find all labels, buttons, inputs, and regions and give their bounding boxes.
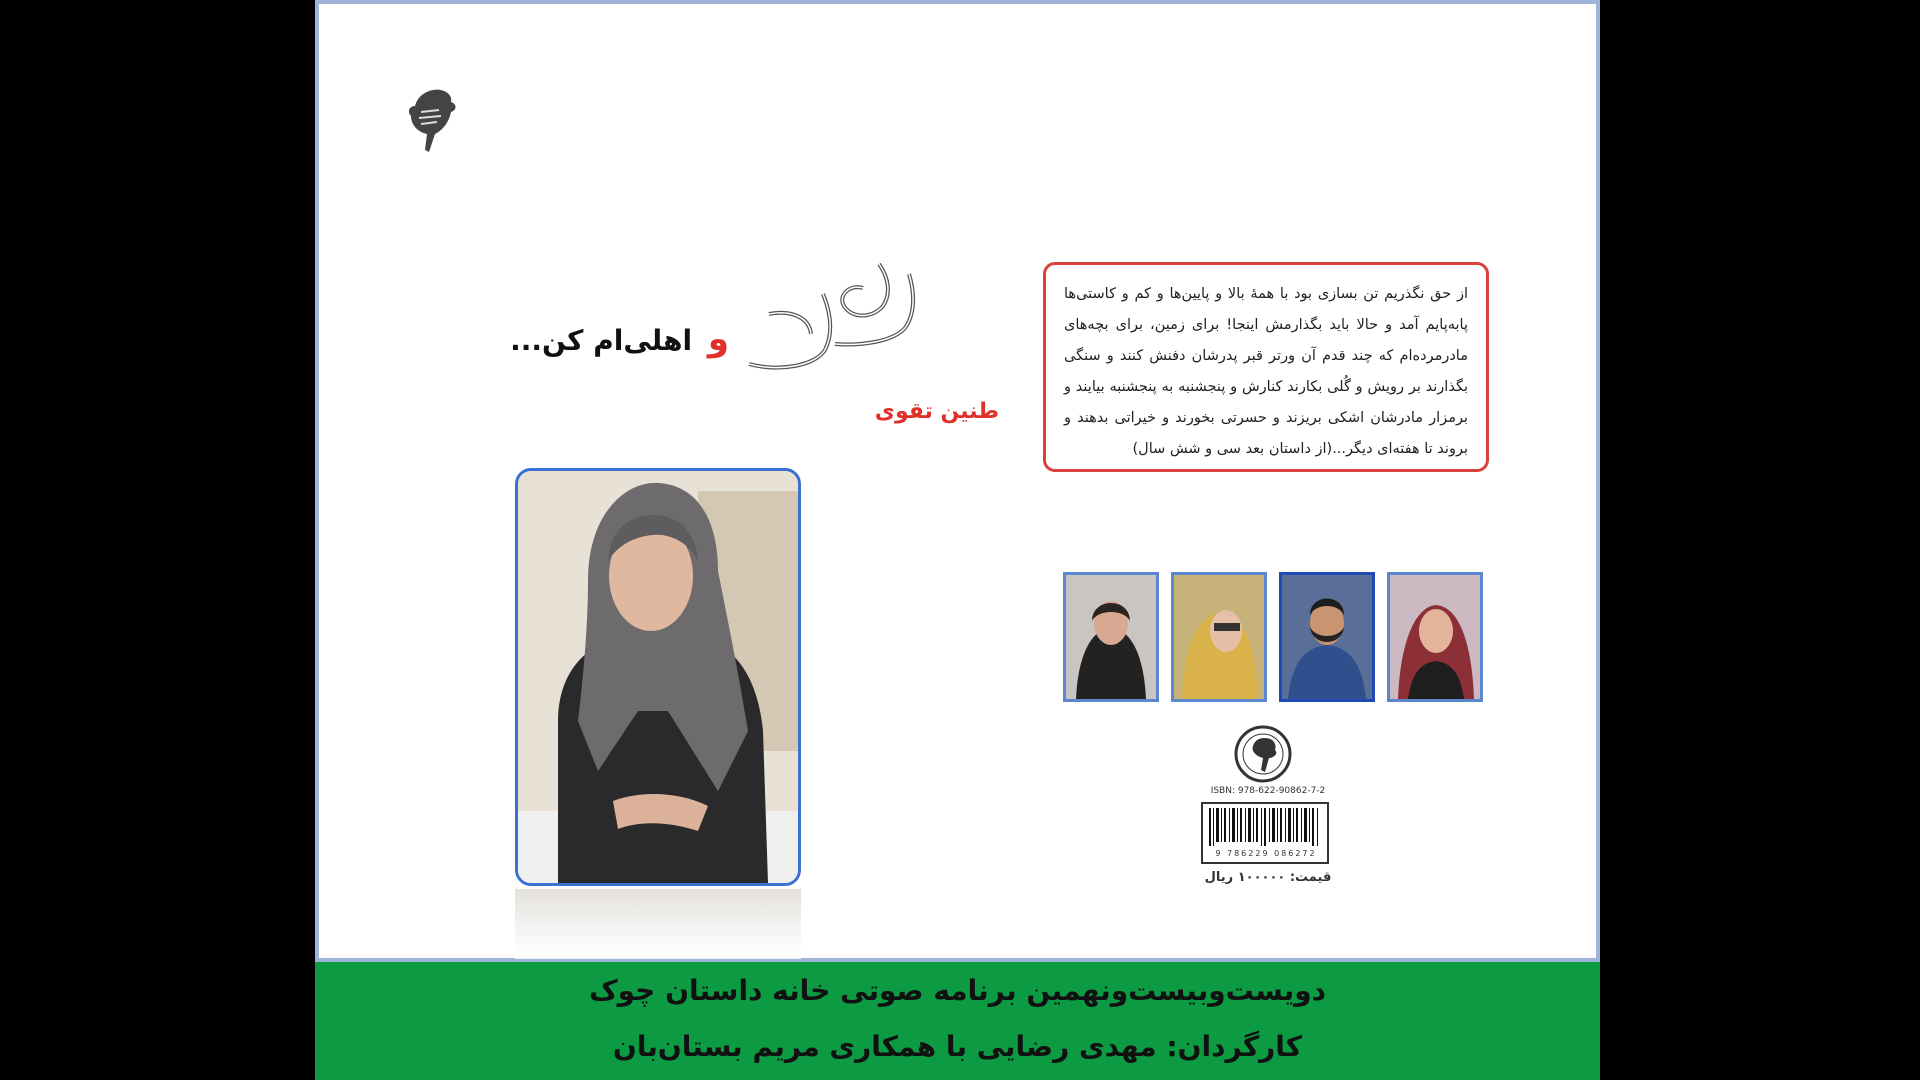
book-title-block (439, 254, 999, 434)
subtitle-text: اهلی‌ام کن... (510, 324, 693, 357)
contributor-photos (1063, 572, 1493, 704)
book-cover-spread (315, 0, 1600, 962)
publisher-logo-icon (1233, 724, 1293, 784)
book-subtitle (510, 319, 729, 359)
director-credit: کارگردان: مهدی رضایی با همکاری مریم بستان‌بان (612, 1030, 1303, 1063)
caption-banner (315, 962, 1600, 1080)
photo-reflection (515, 889, 801, 959)
program-title: دویست‌وبیست‌ونهمین برنامه صوتی خانه داستان چوک (588, 974, 1327, 1007)
price-text: قیمت: ۱۰۰۰۰۰ ریال (1204, 870, 1332, 885)
contributor-photo (1279, 572, 1375, 702)
video-frame (315, 0, 1600, 1080)
barcode-bars-icon (1203, 804, 1327, 850)
back-cover-blurb: از حق نگذریم تن بسازی بود با همهٔ بالا و پایین‌ها و کم و کاستی‌ها پابه‌پایم آمد و حالا باید بگذارمش اینجا! برای زمین، برای بچه‌های مادرمرده‌ام که چند قدم آن ورتر قبر پدرشان دفنش کنند و سنگی بگذارند بر رویش و گُلی بکارند کنارش و پنجشنبه به پنجشنبه بیایند و برمزار مادرشان اشکی بریزند و حسرتی بخورند و خیراتی بدهند و بروند تا هفته‌ای دیگر...(از داستان بعد سی و شش سال) (1043, 262, 1489, 472)
contributor-photo (1387, 572, 1483, 702)
contributor-photo (1171, 572, 1267, 702)
contributor-photo (1063, 572, 1159, 702)
barcode-number: 9 786229 086272 (1215, 849, 1317, 858)
author-photo (515, 468, 801, 886)
author-portrait-image (518, 471, 798, 883)
subtitle-conjunction: و (707, 319, 729, 359)
book-author: طنین تقوی (874, 399, 999, 424)
isbn-text: ISBN: 978-622-90862-7-2 (1210, 786, 1326, 796)
book-title-calligraphy (739, 254, 919, 384)
bird-logo-icon (403, 86, 459, 156)
